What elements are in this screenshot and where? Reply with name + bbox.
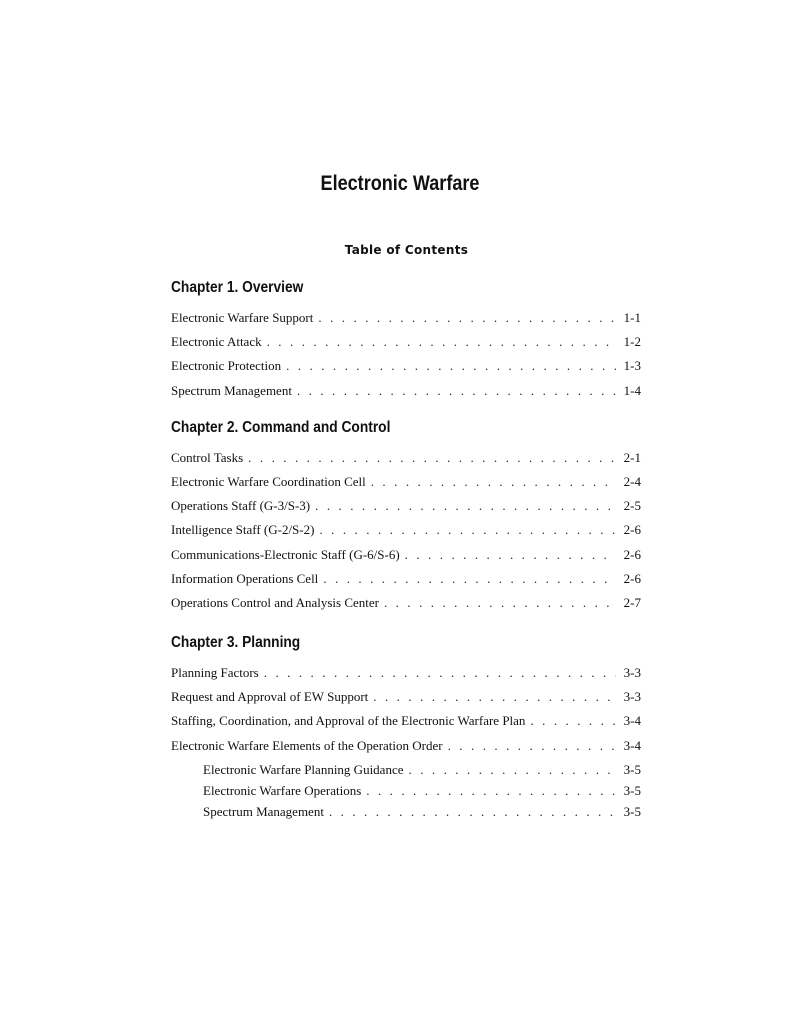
toc-entry-label: Electronic Warfare Operations [203,783,362,798]
dot-leader [323,571,616,587]
dot-leader [329,804,616,820]
dot-leader [371,474,616,490]
toc-entry-label: Electronic Warfare Elements of the Operation Order [171,738,443,753]
chapter-1-heading: Chapter 1. Overview [171,279,304,296]
toc-entry[interactable] [171,689,641,705]
toc-entry-label: Spectrum Management [203,804,324,819]
toc-entry-label: Electronic Warfare Planning Guidance [203,762,404,777]
dot-leader [318,310,616,326]
toc-subentry[interactable] [203,762,641,778]
dot-leader [248,450,616,466]
toc-subentry[interactable] [203,783,641,799]
toc-entry-label: Planning Factors [171,665,259,680]
toc-entry-page: 2-6 [623,547,641,562]
toc-entry-label: Operations Control and Analysis Center [171,595,379,610]
toc-entry-label: Electronic Warfare Coordination Cell [171,474,366,489]
toc-entry-page: 2-7 [623,595,641,610]
toc-entry[interactable] [171,713,641,729]
chapter-2-heading: Chapter 2. Command and Control [171,419,391,436]
toc-entry[interactable] [171,474,641,490]
dot-leader [267,334,616,350]
toc-subentry[interactable] [203,804,641,820]
toc-entry-label: Operations Staff (G-3/S-3) [171,498,311,513]
toc-heading: Table of Contents [344,243,469,257]
toc-entry[interactable] [171,547,641,563]
toc-entry-label: Intelligence Staff (G-2/S-2) [171,522,315,537]
toc-entry[interactable] [171,522,641,538]
dot-leader [530,713,616,729]
dot-leader [366,783,616,799]
toc-entry[interactable] [171,450,641,466]
toc-entry[interactable] [171,383,641,399]
toc-entry-label: Control Tasks [171,450,244,465]
toc-entry[interactable] [171,738,641,754]
toc-entry[interactable] [171,310,641,326]
toc-entry-label: Electronic Warfare Support [171,310,314,325]
toc-entry-label: Electronic Attack [171,334,262,349]
toc-entry-label: Communications-Electronic Staff (G-6/S-6) [171,547,400,562]
toc-entry-label: Electronic Protection [171,358,282,373]
toc-entry[interactable] [171,358,641,374]
toc-entry[interactable] [171,595,641,611]
dot-leader [373,689,616,705]
toc-entry[interactable] [171,665,641,681]
toc-entry-page: 3-4 [623,738,641,753]
toc-entry-label: Staffing, Coordination, and Approval of the Electronic Warfare Plan [171,713,526,728]
dot-leader [319,522,616,538]
dot-leader [409,762,617,778]
toc-entry-label: Information Operations Cell [171,571,319,586]
toc-entry-page: 3-5 [623,762,641,777]
toc-entry-page: 1-2 [623,334,641,349]
dot-leader [405,547,616,563]
document-title: Electronic Warfare [320,172,480,195]
toc-entry[interactable] [171,498,641,514]
toc-entry-page: 2-1 [623,450,641,465]
toc-entry-page: 3-5 [623,783,641,798]
chapter-3-heading: Chapter 3. Planning [171,634,301,651]
toc-entry-page: 2-6 [623,571,641,586]
toc-entry-page: 3-5 [623,804,641,819]
toc-entry[interactable] [171,334,641,350]
toc-entry-page: 2-6 [623,522,641,537]
toc-entry-page: 1-1 [623,310,641,325]
toc-entry-page: 3-4 [623,713,641,728]
toc-entry-label: Spectrum Management [171,383,292,398]
toc-entry-page: 1-4 [623,383,641,398]
toc-entry-page: 1-3 [623,358,641,373]
dot-leader [286,358,616,374]
dot-leader [448,738,616,754]
toc-entry-page: 3-3 [623,665,641,680]
toc-entry-page: 2-5 [623,498,641,513]
dot-leader [264,665,616,681]
dot-leader [315,498,616,514]
toc-entry-page: 2-4 [623,474,641,489]
toc-entry[interactable] [171,571,641,587]
toc-entry-label: Request and Approval of EW Support [171,689,369,704]
dot-leader [297,383,616,399]
dot-leader [384,595,616,611]
toc-entry-page: 3-3 [623,689,641,704]
